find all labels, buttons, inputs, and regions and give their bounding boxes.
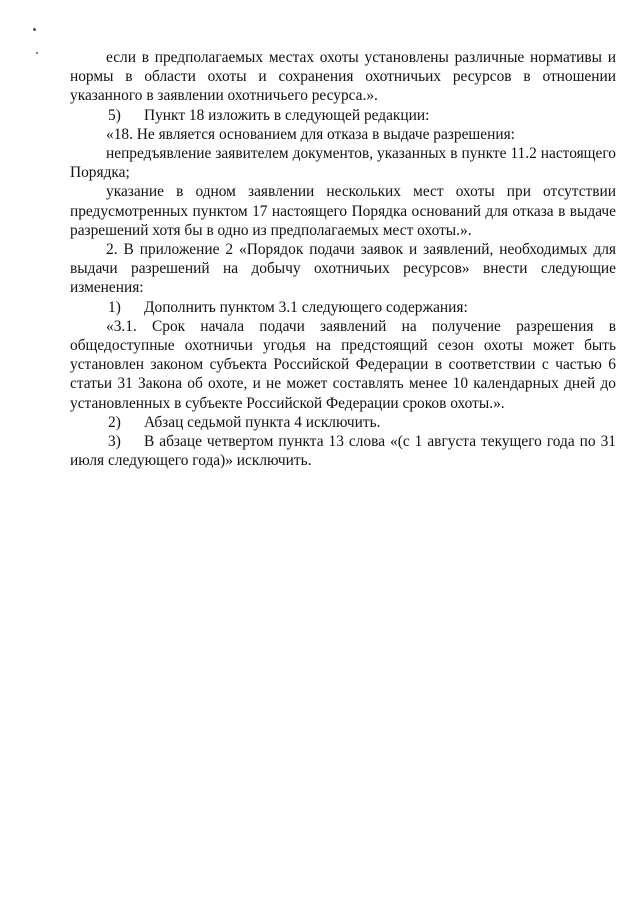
paragraph: указание в одном заявлении нескольких мест охоты при отсутствии предусмотренных пунктом 17 настоящего Порядка оснований для отказа в выдаче разрешений хотя бы в одно из предполагаемых мест охоты.». — [70, 183, 616, 239]
item-number: 2) — [108, 413, 121, 431]
item-text: Дополнить пунктом 3.1 следующего содержания: — [144, 298, 468, 316]
scan-speck — [36, 52, 38, 54]
paragraph: 2. В приложение 2 «Порядок подачи заявок и заявлений, необходимых для выдачи разрешений на добычу охотничьих ресурсов» внести следующие изменения: — [70, 241, 616, 297]
numbered-item — [70, 432, 616, 470]
item-number: 1) — [108, 298, 121, 316]
scan-speck — [33, 28, 36, 31]
document-body — [70, 48, 616, 470]
numbered-item — [70, 106, 616, 125]
paragraph: если в предполагаемых местах охоты установлены различные нормативы и нормы в области охоты и сохранения охотничьих ресурсов в отношении указанного в заявлении охотничьего ресурса.». — [70, 49, 616, 105]
item-text: Абзац седьмой пункта 4 исключить. — [144, 413, 381, 431]
item-text: В абзаце четвертом пункта 13 слова «(с 1 августа текущего года по 31 июля следующего года)» исключить. — [70, 433, 616, 470]
numbered-item — [70, 413, 616, 432]
numbered-item — [70, 298, 616, 317]
item-number: 3) — [108, 433, 121, 451]
item-text: Пункт 18 изложить в следующей редакции: — [144, 106, 430, 124]
paragraph: непредъявление заявителем документов, указанных в пункте 11.2 настоящего Порядка; — [70, 145, 616, 182]
item-number: 5) — [108, 106, 121, 124]
paragraph: «18. Не является основанием для отказа в выдаче разрешения: — [106, 125, 515, 143]
paragraph: «3.1. Срок начала подачи заявлений на получение разрешения в общедоступные охотничьи угодья на предстоящий сезон охоты может быть установлен законом субъекта Российской Федерации в соответствии с частью 6 статьи 31 Закона об охоте, и не может составлять менее 10 календарных дней до установленных в субъекте Российской Федерации сроков охоты.». — [70, 317, 616, 412]
